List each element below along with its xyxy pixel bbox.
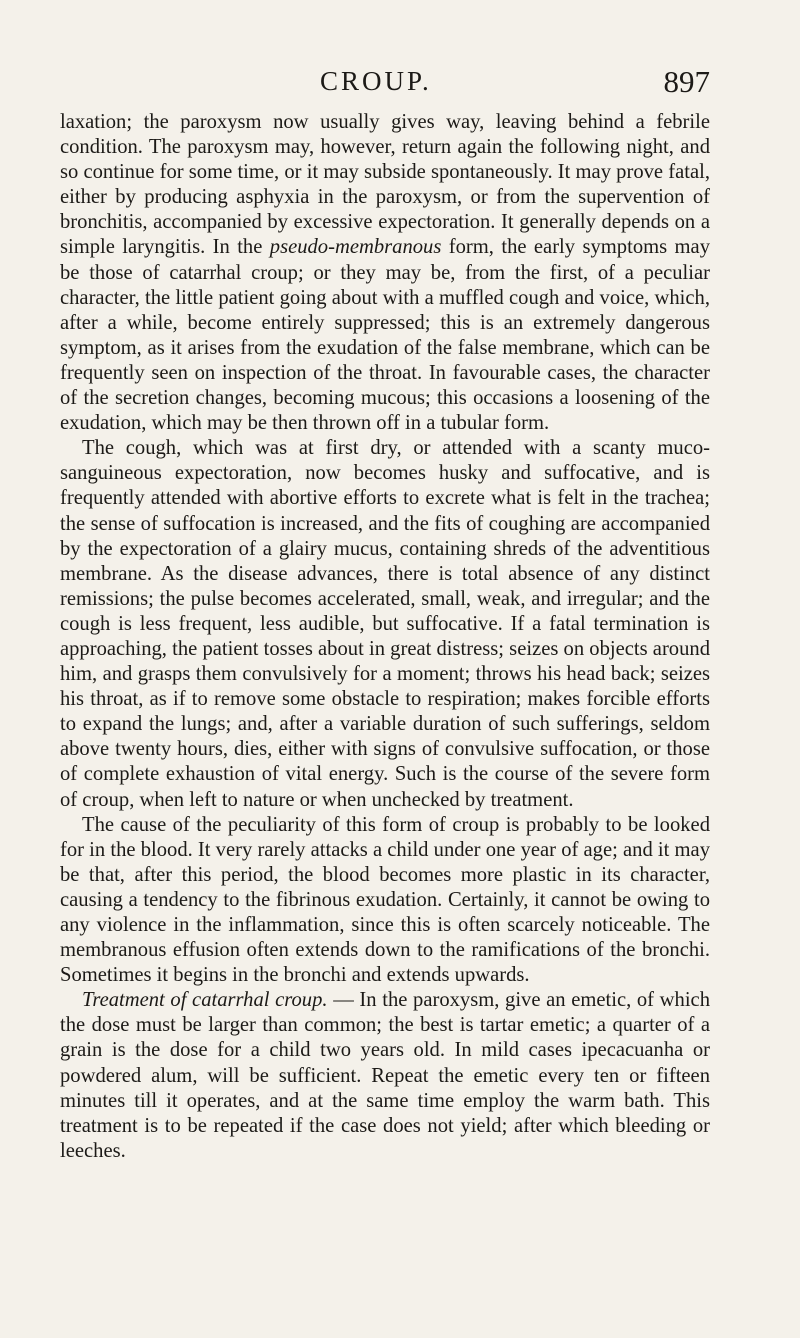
italic-term: pseudo-membranous — [269, 236, 442, 259]
text-segment: The cough, which was at first dry, or attended with a scanty muco-sanguineous expectoration, now becomes husky and suffocative, and is frequently attended with abortive efforts to excrete what is felt in the trachea; the sense of suffocation is increased, and the fits of coughing are accompanied by the expectoration of a glairy mucus, containing shreds of the adventitious membrane. As the disease advances, there is total absence of any distinct remissions; the pulse becomes accelerated, small, weak, and irregular; and the cough is less frequent, less audible, but suffocative. If a fatal termination is approaching, the patient tosses about in great distress; seizes on objects around him, and grasps them convulsively for a moment; throws his head back; seizes his throat, as if to remove some obstacle to respiration; makes forcible efforts to expand the lungs; and, after a variable duration of such sufferings, seldom above twenty hours, dies, either with signs of convulsive suffocation, or those of complete exhaustion of vital energy. Such is the course of the severe form of croup, when left to nature or when unchecked by treatment. — [60, 437, 710, 811]
paragraph-cough — [60, 436, 710, 812]
text-segment: laxation; the paroxysm now usually gives way, leaving behind a febrile condition. The paroxysm may, however, return again the following night, and so continue for some time, or it may subside spontaneously. It may prove fatal, either by producing asphyxia in the paroxysm, or from the supervention of bronchitis, accompanied by excessive expectoration. It generally depends on a simple laryngitis. In the — [60, 111, 710, 259]
text-segment: The cause of the peculiarity of this form of croup is probably to be looked for in the blood. It very rarely attacks a child under one year of age; and it may be that, after this period, the blood becomes more plastic in its character, causing a tendency to the fibrinous exudation. Certainly, it cannot be owing to any violence in the inflammation, since this is often scarcely noticeable. The membranous effusion often extends down to the ramifications of the bronchi. Sometimes it begins in the bronchi and extends upwards. — [60, 813, 710, 987]
paragraph-continuation — [60, 110, 710, 436]
running-title: CROUP. — [320, 66, 432, 96]
paragraph-cause — [60, 813, 710, 989]
running-head — [60, 66, 710, 110]
page-number: 897 — [663, 64, 710, 99]
section-heading-italic: Treatment of catarrhal croup. — [82, 989, 328, 1012]
body-text — [60, 110, 710, 1164]
text-segment: form, the early symptoms may be those of catarrhal croup; or they may be, from the first, of a peculiar character, the little patient going about with a muffled cough and voice, which, after a while, become entirely suppressed; this is an extremely dangerous symptom, as it arises from the exudation of the false membrane, which can be frequently seen on inspection of the throat. In favourable cases, the character of the secretion changes, becoming mucous; this occasions a loosening of the exudation, which may be then thrown off in a tubular form. — [60, 236, 710, 435]
paragraph-treatment — [60, 988, 710, 1164]
text-segment: — In the paroxysm, give an emetic, of which the dose must be larger than common; the best is tartar emetic; a quarter of a grain is the dose for a child two years old. In mild cases ipecacuanha or powdered alum, will be sufficient. Repeat the emetic every ten or fifteen minutes till it operates, and at the same time employ the warm bath. This treatment is to be repeated if the case does not yield; after which bleeding or leeches. — [60, 989, 710, 1162]
